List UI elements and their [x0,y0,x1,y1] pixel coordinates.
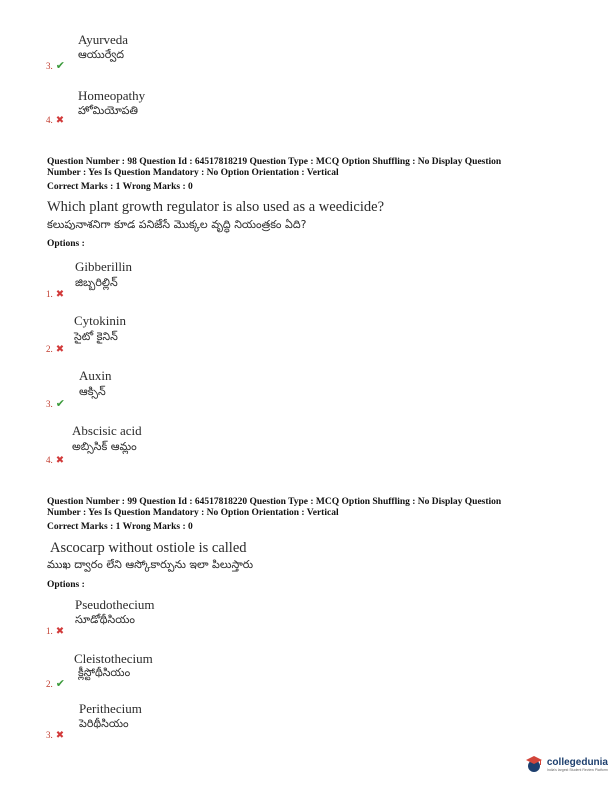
question-99-meta-line2: Number : Yes Is Question Mandatory : No Option Orientation : Vertical [47,508,339,518]
option-number: 3. [46,399,53,409]
option-number: 2. [46,679,53,689]
option-number: 2. [46,344,53,354]
option-number: 4. [46,115,53,125]
q98-option-2-telugu: సైటో కైనిన్ [74,330,118,343]
q99-option-2-telugu: క్లీస్టోథీసియం [78,666,131,679]
check-icon: ✔ [55,60,65,72]
question-98-options-label: Options : [47,239,85,249]
q99-option-3-marker [46,725,64,743]
option-number: 3. [46,61,53,71]
q99-option-2-marker [46,674,65,692]
q98-option-1-english: Gibberillin [75,259,133,274]
q98-option-3-english: Auxin [79,368,112,383]
prev-option-4-english: Homeopathy [78,88,146,103]
prev-option-3-marker [46,56,65,74]
q99-option-2-english: Cleistothecium [74,651,153,666]
prev-option-3-english: Ayurveda [78,32,129,47]
option-number: 3. [46,730,53,740]
collegedunia-logo [524,754,608,774]
q98-option-2-english: Cytokinin [74,313,127,328]
q99-option-3-english: Perithecium [79,701,142,716]
q99-option-1-english: Pseudothecium [75,597,155,612]
q99-option-1-telugu: సూడోథీసియం [75,613,135,626]
question-99-text-telugu: ముఖ ద్వారం లేని ఆస్కోకార్పును ఇలా పిలుస్తారు [47,558,254,571]
question-99-text-english: Ascocarp without ostiole is called [50,540,247,556]
question-99-options-label: Options : [47,580,85,590]
q99-option-3-telugu: పెరిథీసియం [79,717,129,730]
logo-tagline: India's largest Student Review Platform [546,767,608,772]
cross-icon: ✖ [55,626,65,637]
q98-option-1-marker [46,284,64,302]
q98-option-1-telugu: జిబ్బరిల్లిన్ [75,276,118,289]
q98-option-3-marker [46,394,65,412]
cross-icon: ✖ [55,289,65,300]
logo-name: collegedunia [546,756,608,768]
cross-icon: ✖ [55,344,65,355]
graduate-icon [524,754,544,774]
question-98-text-telugu: కలుపునాశనిగా కూడ పనిజేసే మొక్కల వృద్ధి నియంత్రకం ఏది? [47,218,307,231]
prev-option-4-marker [46,110,64,128]
check-icon: ✔ [55,678,65,690]
q99-option-1-marker [46,621,64,639]
q98-option-4-marker [46,450,64,468]
check-icon: ✔ [55,398,65,410]
prev-option-4-telugu: హోమియోపతి [78,104,139,117]
q98-option-4-telugu: అబ్సిసిక్ ఆమ్లం [72,440,137,453]
prev-option-3-telugu: ఆయుర్వేద [78,48,125,61]
option-number: 1. [46,289,53,299]
q98-option-2-marker [46,339,64,357]
question-98-marks: Correct Marks : 1 Wrong Marks : 0 [47,182,193,192]
cross-icon: ✖ [55,730,65,741]
cross-icon: ✖ [55,115,65,126]
option-number: 4. [46,455,53,465]
question-98-meta-line2: Number : Yes Is Question Mandatory : No Option Orientation : Vertical [47,168,339,178]
q98-option-4-english: Abscisic acid [72,423,142,438]
question-99-marks: Correct Marks : 1 Wrong Marks : 0 [47,522,193,532]
question-99-meta-line1: Question Number : 99 Question Id : 64517818220 Question Type : MCQ Option Shuffling : No Display Question [47,497,502,507]
option-number: 1. [46,626,53,636]
question-98-text-english: Which plant growth regulator is also used as a weedicide? [47,199,385,215]
question-98-meta-line1: Question Number : 98 Question Id : 64517818219 Question Type : MCQ Option Shuffling : No Display Question [47,157,502,167]
cross-icon: ✖ [55,455,65,466]
q98-option-3-telugu: ఆక్సిన్ [79,385,106,398]
